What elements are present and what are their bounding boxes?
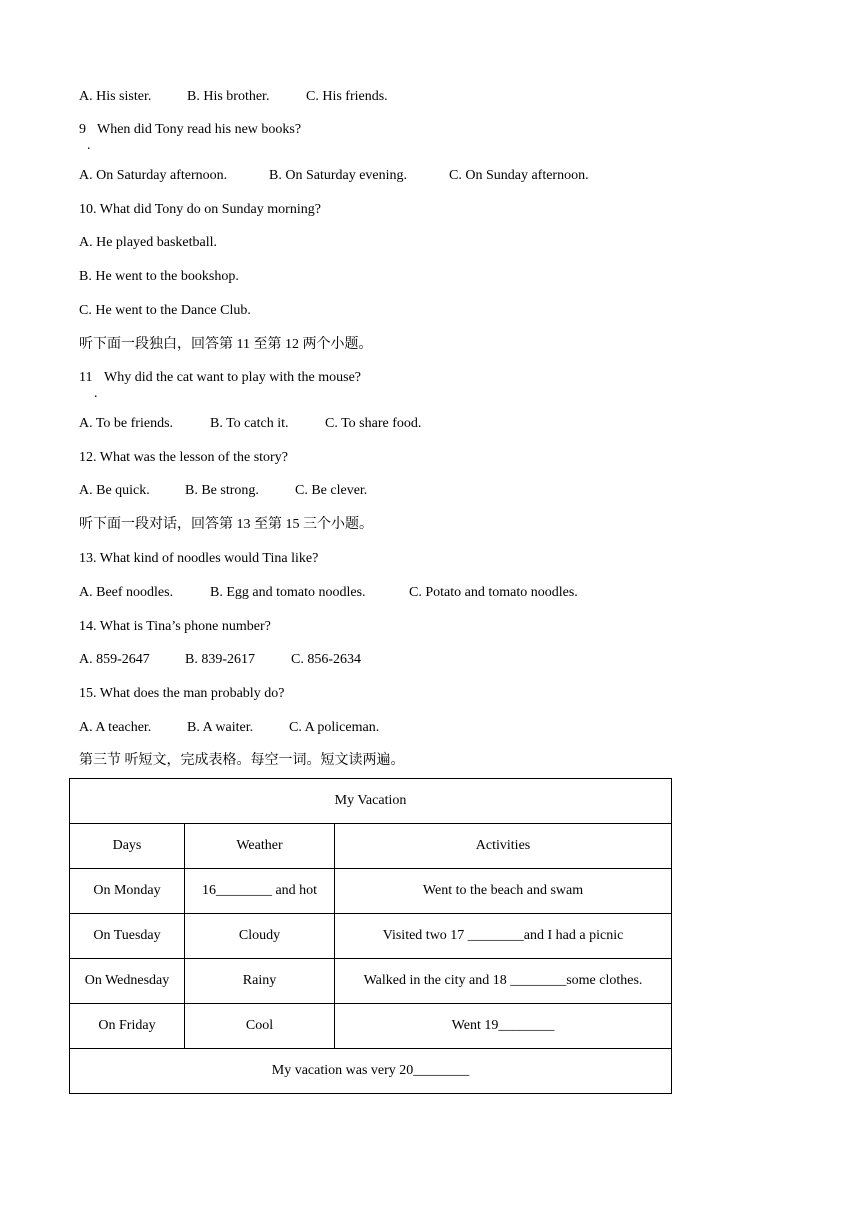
q11-option-c: C. To share food. [325, 416, 422, 431]
q12-option-b: B. Be strong. [185, 483, 259, 498]
q11-number: 11 [79, 370, 93, 385]
cell-weather: Cool [185, 1004, 335, 1049]
q8-option-b: B. His brother. [187, 89, 270, 104]
cell-day: On Friday [70, 1004, 185, 1049]
q12-options [79, 482, 367, 500]
q13-option-a: A. Beef noodles. [79, 585, 174, 600]
header-activities: Activities [335, 824, 672, 869]
q14-option-a: A. 859-2647 [79, 652, 150, 667]
q11-dot: . [94, 386, 98, 401]
q12-option-c: C. Be clever. [295, 483, 368, 498]
q11-text: Why did the cat want to play with the mouse? [104, 370, 361, 385]
q12-question: 12. What was the lesson of the story? [79, 450, 288, 465]
table-row [70, 869, 672, 914]
cell-activity: Walked in the city and 18 ________some clothes. [335, 959, 672, 1004]
q15-options [79, 719, 379, 737]
q10-option-b: B. He went to the bookshop. [79, 269, 239, 284]
q9-number: 9 [79, 122, 86, 137]
table-title: My Vacation [70, 779, 672, 824]
cell-activity: Visited two 17 ________and I had a picnic [335, 914, 672, 959]
header-days: Days [70, 824, 185, 869]
q13-question: 13. What kind of noodles would Tina like? [79, 551, 319, 566]
cell-activity: Went to the beach and swam [335, 869, 672, 914]
q15-question: 15. What does the man probably do? [79, 686, 285, 701]
instruction-dialogue: 听下面一段对话，回答第 13 至第 15 三个小题。 [79, 517, 373, 532]
q9-option-b: B. On Saturday evening. [269, 168, 408, 183]
q15-option-c: C. A policeman. [289, 720, 380, 735]
q15-option-a: A. A teacher. [79, 720, 152, 735]
q10-option-c: C. He went to the Dance Club. [79, 303, 251, 318]
table-title-row [70, 779, 672, 824]
header-weather: Weather [185, 824, 335, 869]
cell-weather: 16________ and hot [185, 869, 335, 914]
table-row [70, 1004, 672, 1049]
vacation-table [69, 778, 672, 1094]
cell-weather: Cloudy [185, 914, 335, 959]
q14-option-c: C. 856-2634 [291, 652, 361, 667]
q14-options [79, 651, 361, 669]
q9-options [79, 167, 589, 185]
cell-day: On Wednesday [70, 959, 185, 1004]
q13-option-c: C. Potato and tomato noodles. [409, 585, 578, 600]
q8-options [79, 88, 388, 106]
q9-option-c: C. On Sunday afternoon. [449, 168, 589, 183]
q14-option-b: B. 839-2617 [185, 652, 255, 667]
instruction-monologue: 听下面一段独白，回答第 11 至第 12 两个小题。 [79, 337, 373, 352]
table-footer-row [70, 1049, 672, 1094]
q11-options [79, 415, 421, 433]
table-row [70, 914, 672, 959]
table-row [70, 959, 672, 1004]
q9-question [79, 121, 301, 139]
table-footer: My vacation was very 20________ [70, 1049, 672, 1094]
q9-option-a: A. On Saturday afternoon. [79, 168, 228, 183]
q9-dot: . [87, 138, 91, 153]
table-header-row [70, 824, 672, 869]
cell-day: On Tuesday [70, 914, 185, 959]
cell-weather: Rainy [185, 959, 335, 1004]
q14-question: 14. What is Tina’s phone number? [79, 619, 271, 634]
q11-question [79, 369, 361, 387]
cell-day: On Monday [70, 869, 185, 914]
q15-option-b: B. A waiter. [187, 720, 254, 735]
q9-text: When did Tony read his new books? [97, 122, 302, 137]
cell-activity: Went 19________ [335, 1004, 672, 1049]
q13-option-b: B. Egg and tomato noodles. [210, 585, 366, 600]
section3-instruction: 第三节 听短文，完成表格。每空一词。短文读两遍。 [79, 753, 405, 768]
q8-option-c: C. His friends. [306, 89, 388, 104]
q11-option-a: A. To be friends. [79, 416, 174, 431]
q10-question: 10. What did Tony do on Sunday morning? [79, 202, 321, 217]
q12-option-a: A. Be quick. [79, 483, 150, 498]
q13-options [79, 584, 578, 602]
q11-option-b: B. To catch it. [210, 416, 289, 431]
q8-option-a: A. His sister. [79, 89, 152, 104]
q10-option-a: A. He played basketball. [79, 235, 218, 250]
